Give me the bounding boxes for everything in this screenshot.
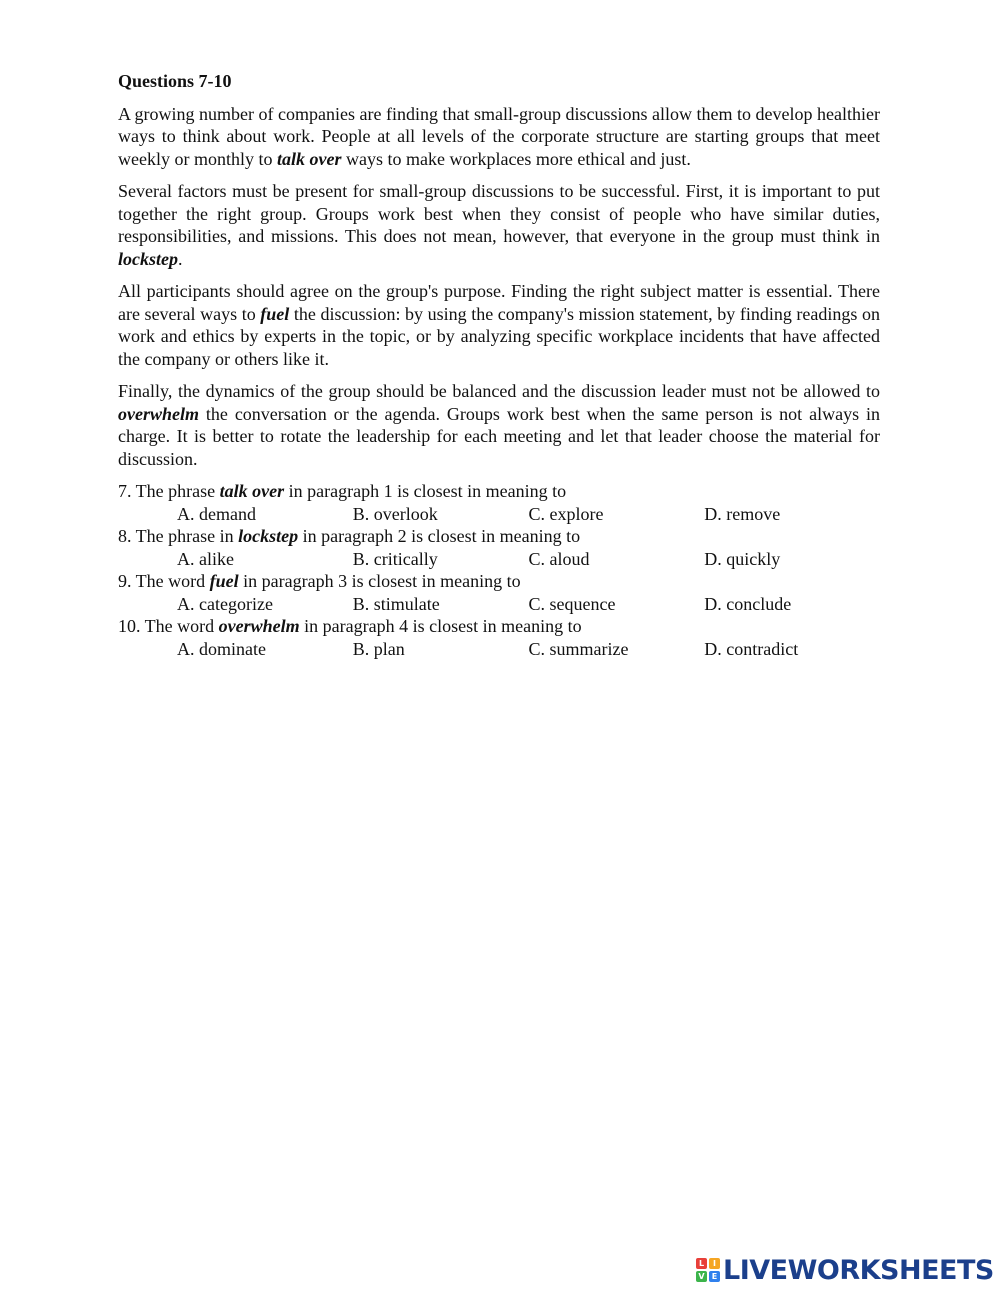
option-c[interactable]: C. sequence — [528, 593, 616, 614]
question-keyword: overwhelm — [218, 616, 300, 636]
option-c[interactable]: C. summarize — [528, 638, 629, 659]
keyword-overwhelm: overwhelm — [118, 403, 199, 424]
logo-text: LIVEWORKSHEETS — [723, 1254, 994, 1286]
option-a[interactable]: A. alike — [177, 548, 234, 569]
option-d[interactable]: D. quickly — [704, 548, 781, 569]
option-b[interactable]: B. critically — [352, 548, 438, 569]
option-b[interactable]: B. stimulate — [352, 593, 440, 614]
option-d[interactable]: D. contradict — [704, 638, 799, 659]
keyword-talk-over: talk over — [276, 148, 342, 169]
answer-options — [177, 593, 880, 616]
logo-letter-v: V — [696, 1271, 707, 1282]
liveworksheets-logo — [696, 1254, 994, 1286]
paragraph-text: the discussion: by using the company's mission statement, by finding readings on work and ethics by experts in the topic, or by analyzing specific workplace incidents that have affected the company or others like it. — [118, 303, 880, 369]
question-stem — [118, 525, 880, 548]
answer-options — [177, 503, 880, 526]
question-stem — [118, 615, 880, 638]
question-stem — [118, 570, 880, 593]
paragraph-text: A growing number of companies are finding that small-group discussions allow them to develop healthier ways to think about work. People at all levels of the corporate structure are starting groups that meet weekly or monthly to — [118, 103, 880, 169]
question-text: in paragraph 1 is closest in meaning to — [284, 481, 567, 501]
question-keyword: fuel — [209, 571, 239, 591]
question-10 — [118, 615, 880, 660]
question-9 — [118, 570, 880, 615]
option-a[interactable]: A. categorize — [177, 593, 273, 614]
keyword-lockstep: lockstep — [118, 248, 178, 269]
logo-letter-e: E — [709, 1271, 720, 1282]
paragraph-text: . — [178, 248, 183, 269]
paragraph-3 — [118, 280, 880, 370]
paragraph-1 — [118, 103, 880, 171]
logo-mark-icon — [696, 1258, 720, 1282]
answer-options — [177, 548, 880, 571]
paragraph-2 — [118, 180, 880, 270]
question-text: 9. The word — [118, 571, 210, 591]
question-text: 10. The word — [118, 616, 219, 636]
option-a[interactable]: A. dominate — [177, 638, 266, 659]
keyword-fuel: fuel — [260, 303, 290, 324]
question-keyword: lockstep — [238, 526, 299, 546]
paragraph-4 — [118, 380, 880, 470]
question-7 — [118, 480, 880, 525]
question-8 — [118, 525, 880, 570]
paragraph-text: All participants should agree on the group's purpose. Finding the right subject matter is essential. There are several ways to — [118, 281, 880, 324]
question-keyword: talk over — [219, 481, 285, 501]
question-text: 7. The phrase — [118, 481, 220, 501]
option-b[interactable]: B. plan — [352, 638, 405, 659]
answer-options — [177, 638, 880, 661]
option-c[interactable]: C. explore — [528, 503, 604, 524]
question-text: 8. The phrase in — [118, 526, 239, 546]
section-heading: Questions 7-10 — [118, 71, 232, 91]
option-a[interactable]: A. demand — [177, 503, 256, 524]
logo-letter-i: I — [709, 1258, 720, 1269]
paragraph-text: Several factors must be present for small-group discussions to be successful. First, it is important to put together the right group. Groups work best when they consist of people who have similar duties, responsibilities, and missions. This does not mean, however, that everyone in the group must think in — [118, 181, 880, 246]
option-d[interactable]: D. conclude — [704, 593, 792, 614]
question-stem — [118, 480, 880, 503]
question-text: in paragraph 4 is closest in meaning to — [299, 616, 582, 636]
paragraph-text: ways to make workplaces more ethical and just. — [341, 148, 691, 169]
option-b[interactable]: B. overlook — [352, 503, 438, 524]
paragraph-text: Finally, the dynamics of the group should be balanced and the discussion leader must not be allowed to — [118, 381, 880, 401]
logo-letter-l: L — [696, 1258, 707, 1269]
option-c[interactable]: C. aloud — [528, 548, 590, 569]
paragraph-text: the conversation or the agenda. Groups work best when the same person is not always in charge. It is better to rotate the leadership for each meeting and let that leader choose the material for discussion. — [118, 403, 880, 469]
option-d[interactable]: D. remove — [704, 503, 781, 524]
question-text: in paragraph 3 is closest in meaning to — [238, 571, 521, 591]
worksheet-page — [118, 70, 880, 660]
question-text: in paragraph 2 is closest in meaning to — [298, 526, 581, 546]
